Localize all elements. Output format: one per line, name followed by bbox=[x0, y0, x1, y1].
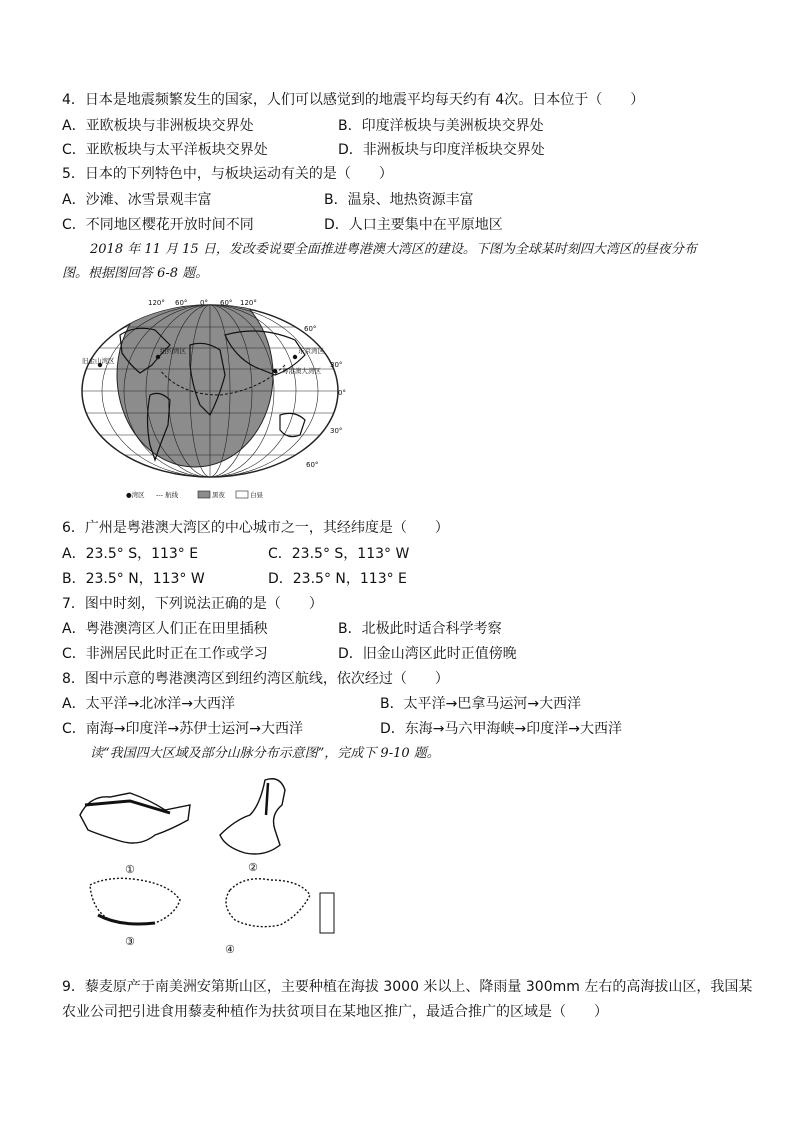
region-1-shape bbox=[80, 793, 190, 843]
legend-day-swatch bbox=[236, 491, 248, 498]
q8-option-b: B．太平洋→巴拿马运河→大西洋 bbox=[380, 696, 582, 712]
lon-label-2: 60° bbox=[175, 299, 188, 307]
legend-day: 白昼 bbox=[250, 491, 263, 499]
q8-option-a: A．太平洋→北冰洋→大西洋 bbox=[62, 696, 236, 712]
bay-dot-tokyo bbox=[293, 355, 297, 359]
q8-option-d: D．东海→马六甲海峡→印度洋→大西洋 bbox=[380, 721, 622, 737]
inset-box bbox=[320, 893, 334, 933]
bay-dot-gba bbox=[273, 369, 277, 373]
legend-night-swatch bbox=[198, 491, 210, 498]
lon-label-5: 120° bbox=[240, 299, 257, 307]
q4-option-d: D．非洲板块与印度洋板块交界处 bbox=[338, 142, 545, 158]
bay-label-gba: 粤港澳大湾区 bbox=[282, 367, 321, 375]
lon-label-1: 120° bbox=[148, 299, 165, 307]
lat-label-4: 30° bbox=[330, 427, 343, 435]
q6-stem: 6．广州是粤港澳大湾区的中心城市之一，其经纬度是（ ） bbox=[62, 520, 449, 536]
region-4-shape bbox=[226, 879, 310, 927]
world-day-night-map bbox=[60, 295, 360, 505]
q5-option-b: B．温泉、地热资源丰富 bbox=[324, 192, 474, 208]
q7-option-c: C．非洲居民此时正在工作或学习 bbox=[62, 646, 268, 662]
q7-stem: 7．图中时刻，下列说法正确的是（ ） bbox=[62, 596, 323, 612]
q9-line2: 农业公司把引进食用藜麦种植作为扶贫项目在某地区推广，最适合推广的区域是（ ） bbox=[62, 1004, 608, 1020]
bay-label-sanfrancisco: 旧金山湾区 bbox=[82, 357, 115, 365]
q7-option-a: A．粤港澳湾区人们正在田里插秧 bbox=[62, 621, 268, 637]
region-2-shape bbox=[220, 779, 285, 854]
map-legend bbox=[126, 490, 264, 499]
lat-label-3: 0° bbox=[338, 389, 346, 397]
lat-label-2: 30° bbox=[330, 361, 343, 369]
legend-route: --- 航线 bbox=[156, 491, 179, 499]
lon-label-4: 60° bbox=[220, 299, 233, 307]
intro-6-8-line2: 图。根据图回答 6-8 题。 bbox=[62, 266, 209, 281]
legend-bay: ●湾区 bbox=[126, 491, 145, 499]
lon-label-3: 0° bbox=[200, 299, 208, 307]
lat-label-5: 60° bbox=[306, 461, 319, 469]
q5-option-a: A．沙滩、冰雪景观丰富 bbox=[62, 192, 212, 208]
q4-option-c: C．亚欧板块与太平洋板块交界处 bbox=[62, 142, 268, 158]
q6-option-d: D．23.5° N，113° E bbox=[268, 571, 407, 587]
q5-stem: 5．日本的下列特色中，与板块运动有关的是（ ） bbox=[62, 166, 393, 182]
q8-option-c: C．南海→印度洋→苏伊士运河→大西洋 bbox=[62, 721, 303, 737]
q5-option-c: C．不同地区樱花开放时间不同 bbox=[62, 217, 254, 233]
bay-label-tokyo: 东京湾区 bbox=[298, 347, 324, 355]
q6-option-b: B．23.5° N，113° W bbox=[62, 571, 205, 587]
q4-stem: 4．日本是地震频繁发生的国家，人们可以感觉到的地震平均每天约有 4次。日本位于（ ） bbox=[62, 92, 645, 108]
q5-option-d: D．人口主要集中在平原地区 bbox=[324, 217, 503, 233]
lat-label-1: 60° bbox=[304, 325, 317, 333]
region-label-1: ① bbox=[125, 863, 135, 876]
q6-option-c: C．23.5° S，113° W bbox=[268, 546, 410, 562]
q7-option-b: B．北极此时适合科学考察 bbox=[338, 621, 502, 637]
bay-dot-newyork bbox=[156, 355, 160, 359]
legend-night: 黑夜 bbox=[212, 491, 225, 499]
intro-6-8-line1: 2018 年 11 月 15 日，发改委说要全面推进粤港澳大湾区的建设。下图为全球某时刻四大湾区的昼夜分布 bbox=[90, 242, 697, 257]
region-label-2: ② bbox=[248, 861, 258, 874]
four-regions-figure bbox=[70, 775, 360, 955]
bay-label-newyork: 纽约湾区 bbox=[160, 347, 186, 355]
region-label-4: ④ bbox=[225, 943, 235, 956]
q8-stem: 8．图中示意的粤港澳湾区到纽约湾区航线，依次经过（ ） bbox=[62, 671, 449, 687]
q4-option-a: A．亚欧板块与非洲板块交界处 bbox=[62, 118, 254, 134]
q7-option-d: D．旧金山湾区此时正值傍晚 bbox=[338, 646, 517, 662]
region-label-3: ③ bbox=[125, 935, 135, 948]
q4-option-b: B．印度洋板块与美洲板块交界处 bbox=[338, 118, 544, 134]
q9-line1: 9．藜麦原产于南美洲安第斯山区，主要种植在海拔 3000 米以上、降雨量 300mm 左右的高海拔山区，我国某 bbox=[62, 979, 753, 995]
intro-9-10: 读“我国四大区域及部分山脉分布示意图”，完成下 9-10 题。 bbox=[90, 746, 440, 761]
q6-option-a: A．23.5° S，113° E bbox=[62, 546, 199, 562]
